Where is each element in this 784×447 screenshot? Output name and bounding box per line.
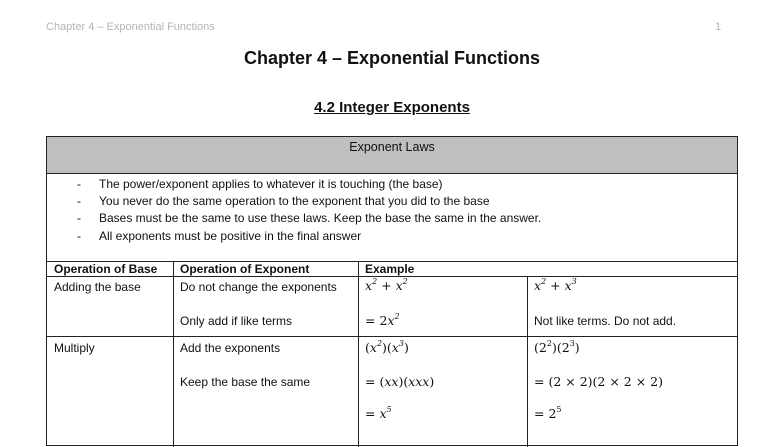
page-number: 1: [715, 21, 722, 33]
example-result: = $2^5$: [534, 405, 562, 421]
exponent-rule: Add the exponents: [180, 341, 281, 355]
example-expanded: = (2 × 2)(2 × 2 × 2): [534, 374, 663, 389]
running-header: Chapter 4 – Exponential Functions: [46, 21, 215, 33]
bullet-marker: -: [77, 194, 81, 208]
example-result: = $x^5$: [365, 405, 392, 421]
bullet-marker: -: [77, 211, 81, 225]
row-multiply: Multiply: [54, 341, 95, 355]
bullet-marker: -: [77, 177, 81, 191]
example-expanded: = (xx)(xxx): [365, 374, 435, 389]
example-expression: $x^2 + x^3$: [534, 277, 577, 293]
example-result: = $2x^2$: [365, 312, 400, 328]
column-divider: [527, 276, 528, 447]
box-heading-bar: [47, 137, 737, 174]
example-note: Not like terms. Do not add.: [534, 314, 677, 328]
exponent-rule: Only add if like terms: [180, 314, 293, 328]
example-expression: $x^2 + x^2$: [365, 277, 408, 293]
example-expression: $(2^2)(2^3)$: [534, 339, 580, 355]
chapter-title: Chapter 4 – Exponential Functions: [243, 48, 541, 68]
exponent-rule: Keep the base the same: [180, 375, 311, 389]
header-row-border: [47, 276, 737, 277]
column-divider: [358, 261, 359, 447]
section-title: 4.2 Integer Exponents: [314, 99, 470, 116]
row-adding-base: Adding the base: [54, 280, 141, 294]
column-header-base: Operation of Base: [54, 262, 158, 276]
exponent-rule: Do not change the exponents: [180, 280, 337, 294]
column-divider: [173, 261, 174, 447]
example-expression: $(x^2)(x^3)$: [365, 339, 409, 355]
exponent-laws-box: Exponent Laws - The power/exponent applies to whatever it is touching (the base) - You never do the same operation to the exponent that you did to the base - Bases must be the same to use these laws. Keep the base the same in the answer. - All exponents must be positive in the final answer Operation of Base Operation of Exponent Example Adding the base Do not change the exponents Only add if like terms $x^2 + x^2$ = $2x^2$ $x^2 + x^3$ Not like terms. Do not add. Multiply Add the exponents Keep the base the same $(x^2)(x^3)$ = (xx)(xxx) = $x^5$ $(2^2)(2^3)$ = (2 × 2)(2 × 2 × 2) = $2^5$: [46, 136, 738, 446]
box-heading: Exponent Laws: [349, 140, 435, 154]
column-header-example: Example: [365, 262, 415, 276]
bullet-marker: -: [77, 229, 81, 243]
column-header-exponent: Operation of Exponent: [180, 262, 310, 276]
row-border: [47, 336, 737, 337]
